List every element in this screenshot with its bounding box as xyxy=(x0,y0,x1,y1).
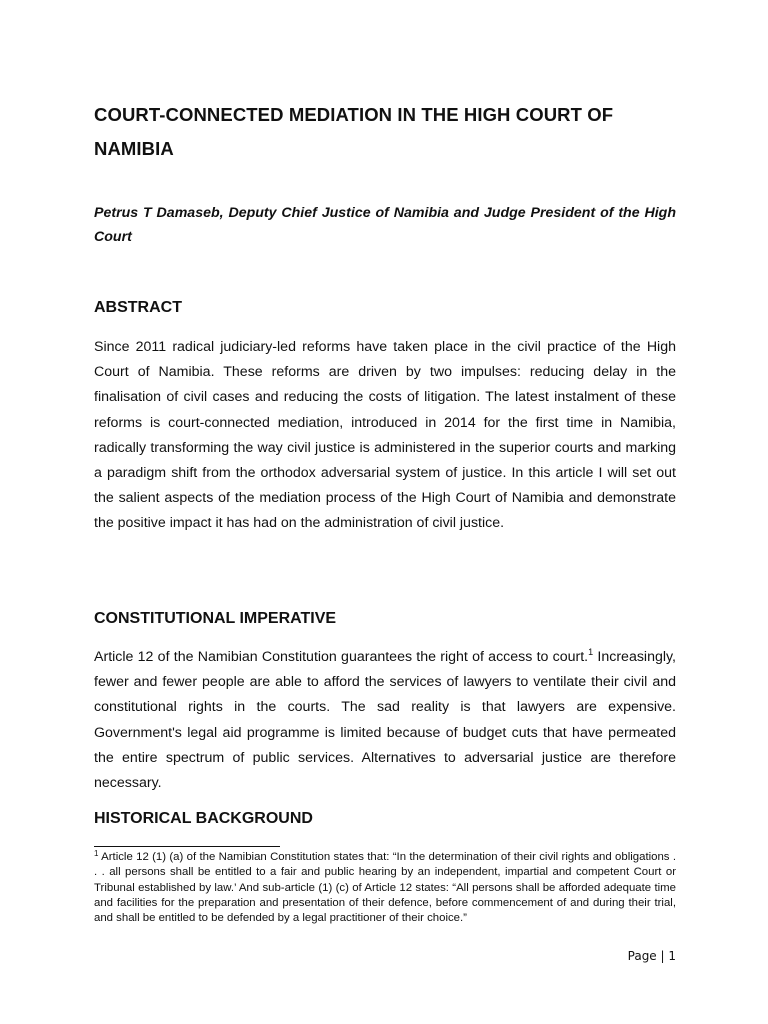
footnote-reference[interactable]: 1 xyxy=(588,647,594,657)
footnote xyxy=(94,850,676,926)
constitutional-heading: CONSTITUTIONAL IMPERATIVE xyxy=(94,610,337,627)
constitutional-paragraph xyxy=(94,645,676,796)
abstract-paragraph: Since 2011 radical judiciary-led reforms have taken place in the civil practice of the High Court of Namibia. These reforms are driven by two impulses: reducing delay in the finalisation of civil cases and reducing the costs of litigation. The latest instalment of these reforms is court-connected mediation, introduced in 2014 for the first time in Namibia, radically transforming the way civil justice is administered in the superior courts and marking a paradigm shift from the orthodox adversarial system of justice. In this article I will set out the salient aspects of the mediation process of the High Court of Namibia and demonstrate the positive impact it has had on the administration of civil justice. xyxy=(94,339,676,532)
constitutional-text-start: Article 12 of the Namibian Constitution guarantees the right of access to court. xyxy=(94,649,589,665)
abstract-heading: ABSTRACT xyxy=(94,299,182,316)
footnote-text: Article 12 (1) (a) of the Namibian Constitution states that: “In the determination of their civil rights and obligations . . . all persons shall be entitled to a fair and public hearing by an independent, impartial and competent Court or Tribunal established by law.’ And sub-article (1) (c) of Article 12 states: “All persons shall be afforded adequate time and facilities for the preparation and presentation of their defence, before commencement of and during their trial, and shall be entitled to be defended by a legal practitioner of their choice.” xyxy=(94,851,676,925)
author-line: Petrus T Damaseb, Deputy Chief Justice of Namibia and Judge President of the High Court xyxy=(94,205,676,245)
footnote-number: 1 xyxy=(94,849,99,858)
constitutional-text-end: Increasingly, fewer and fewer people are able to afford the services of lawyers to ventilate their civil and constitutional rights in the courts. The sad reality is that lawyers are expensive. Government's legal aid programme is limited because of budget cuts that have permeated the entire spectrum of public services. Alternatives to adversarial justice are therefore necessary. xyxy=(94,649,676,792)
page-number: Page | 1 xyxy=(627,949,676,963)
historical-heading: HISTORICAL BACKGROUND xyxy=(94,810,313,827)
document-title: COURT-CONNECTED MEDIATION IN THE HIGH COURT OF NAMIBIA xyxy=(94,104,614,159)
footnote-divider xyxy=(94,846,280,847)
